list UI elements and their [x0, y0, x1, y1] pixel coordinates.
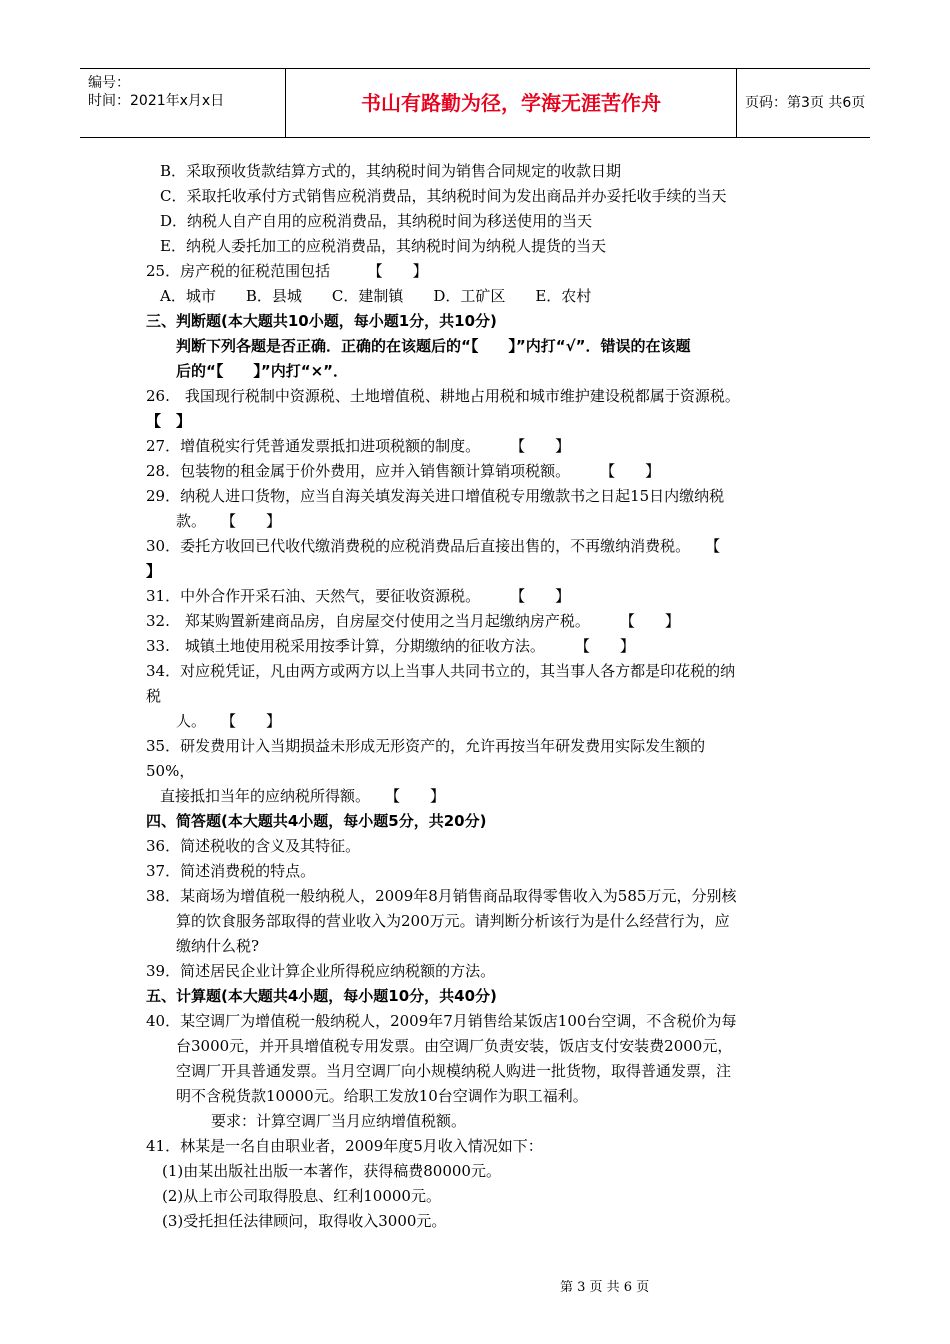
question-37: 37．简述消费税的特点。 [146, 862, 316, 880]
section-5-heading: 五、计算题(本大题共4小题，每小题10分，共40分) [146, 987, 497, 1005]
question-41-item-3: (3)受托担任法律顾问，取得收入3000元。 [162, 1212, 447, 1230]
question-31: 31．中外合作开采石油、天然气，要征收资源税。 【 】 [146, 587, 571, 605]
question-25-options: A．城市 B．县城 C．建制镇 D．工矿区 E．农村 [160, 287, 592, 305]
code-label: 编号： [88, 75, 130, 91]
question-40-requirement: 要求：计算空调厂当月应纳增值税额。 [211, 1112, 467, 1130]
question-34: 34．对应税凭证，凡由两方或两方以上当事人共同书立的，其当事人各方都是印花税的纳 [146, 662, 736, 680]
question-29: 29．纳税人进口货物，应当自海关填发海关进口增值税专用缴款书之日起15日内缴纳税 [146, 487, 725, 505]
question-40: 40．某空调厂为增值税一般纳税人，2009年7月销售给某饭店100台空调，不含税价为每 [146, 1012, 737, 1030]
section-3-heading: 三、判断题(本大题共10小题，每小题1分，共10分) [146, 312, 497, 330]
question-38-cont-2: 缴纳什么税? [176, 937, 260, 955]
question-39: 39．简述居民企业计算企业所得税应纳税额的方法。 [146, 962, 496, 980]
motto: 书山有路勤为径，学海无涯苦作舟 [361, 91, 661, 115]
question-40-cont-3: 明不含税货款10000元。给职工发放10台空调作为职工福利。 [176, 1087, 588, 1105]
page-footer: 第 3 页 共 6 页 [560, 1280, 650, 1295]
question-33: 33. 城镇土地使用税采用按季计算，分期缴纳的征收方法。 【 】 [146, 637, 635, 655]
question-27: 27．增值税实行凭普通发票抵扣进项税额的制度。 【 】 [146, 437, 571, 455]
option-d: D．纳税人自产自用的应税消费品，其纳税时间为移送使用的当天 [160, 212, 593, 230]
question-28: 28．包装物的租金属于价外费用，应并入销售额计算销项税额。 【 】 [146, 462, 661, 480]
header-table [80, 68, 870, 138]
section-3-instruction-1: 判断下列各题是否正确．正确的在该题后的“【 】”内打“√”．错误的在该题 [176, 337, 691, 355]
question-38: 38．某商场为增值税一般纳税人，2009年8月销售商品取得零售收入为585万元，分别核 [146, 887, 737, 905]
header-page-cell [737, 69, 870, 137]
question-32: 32. 郑某购置新建商品房，自房屋交付使用之当月起缴纳房产税。 【 】 [146, 612, 680, 630]
question-35-cont-2: 直接抵扣当年的应纳税所得额。 【 】 [160, 787, 446, 805]
question-30: 30．委托方收回已代收代缴消费税的应税消费品后直接出售的，不再缴纳消费税。 【 [146, 537, 721, 555]
option-c: C．采取托收承付方式销售应税消费品，其纳税时间为发出商品并办妥托收手续的当天 [160, 187, 727, 205]
option-b: B．采取预收货款结算方式的，其纳税时间为销售合同规定的收款日期 [160, 162, 622, 180]
section-4-heading: 四、简答题(本大题共4小题，每小题5分，共20分) [146, 812, 487, 830]
question-36: 36．简述税收的含义及其特征。 [146, 837, 361, 855]
question-41: 41．林某是一名自由职业者，2009年度5月收入情况如下： [146, 1137, 543, 1155]
question-34-cont-1: 税 [146, 687, 162, 705]
date-label: 时间：2021年x月x日 [88, 93, 225, 109]
question-34-cont-2: 人。 【 】 [176, 712, 282, 730]
section-3-instruction-2: 后的“【 】”内打“×”． [176, 362, 349, 380]
question-41-item-1: (1)由某出版社出版一本著作，获得稿费80000元。 [162, 1162, 501, 1180]
question-41-item-2: (2)从上市公司取得股息、红利10000元。 [162, 1187, 441, 1205]
question-30-bracket: 】 [146, 562, 162, 580]
question-26: 26. 我国现行税制中资源税、土地增值税、耕地占用税和城市维护建设税都属于资源税。 [146, 387, 740, 405]
question-35-cont-1: 50%， [146, 762, 195, 780]
header-motto-cell [286, 69, 737, 137]
question-29-cont: 款。 【 】 [176, 512, 282, 530]
page-info: 页码：第3页 共6页 [745, 95, 866, 111]
question-25: 25．房产税的征税范围包括 【 】 [146, 262, 428, 280]
question-40-cont-1: 台3000元，并开具增值税专用发票。由空调厂负责安装，饭店支付安装费2000元， [176, 1037, 733, 1055]
question-26-bracket: 【 】 [146, 412, 192, 430]
question-40-cont-2: 空调厂开具普通发票。当月空调厂向小规模纳税人购进一批货物，取得普通发票，注 [176, 1062, 732, 1080]
option-e: E．纳税人委托加工的应税消费品，其纳税时间为纳税人提货的当天 [160, 237, 606, 255]
question-35: 35．研发费用计入当期损益未形成无形资产的，允许再按当年研发费用实际发生额的 [146, 737, 706, 755]
header-info-cell [80, 69, 286, 137]
question-38-cont-1: 算的饮食服务部取得的营业收入为200万元。请判断分析该行为是什么经营行为，应 [176, 912, 730, 930]
